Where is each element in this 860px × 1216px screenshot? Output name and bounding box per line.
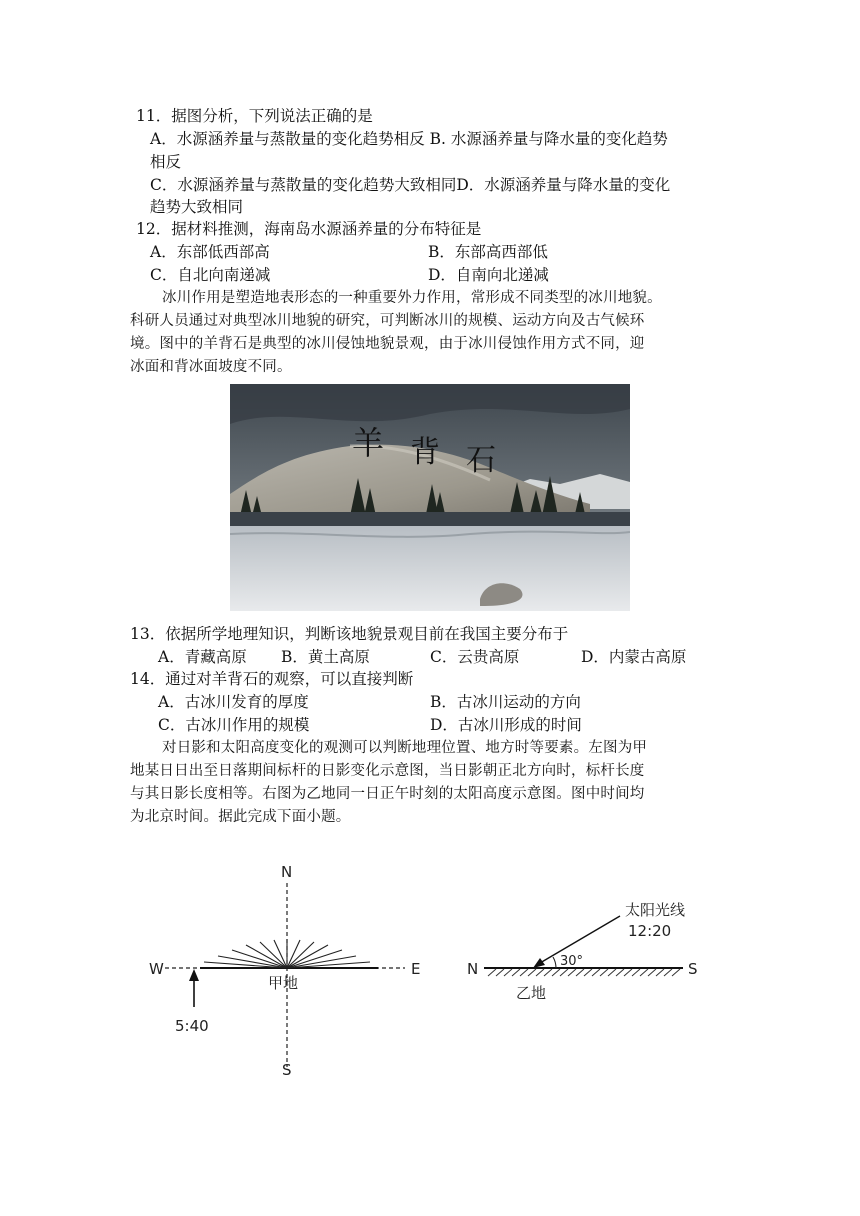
noon-time-label: 12:20 xyxy=(628,922,672,940)
roche-moutonnee-photo xyxy=(230,384,630,611)
q13-stem: 13．依据所学地理知识，判断该地貌景观目前在我国主要分布于 xyxy=(130,625,569,643)
sun-material-line-4: 为北京时间。据此完成下面小题。 xyxy=(130,809,351,825)
photo-label-yang: 羊 xyxy=(352,424,385,462)
q11-option-ab-cont: 相反 xyxy=(150,153,182,171)
q12-option-c: C．自北向南递减 xyxy=(150,266,271,284)
shadow-lines xyxy=(204,939,370,968)
left-shadow-diagram xyxy=(149,863,420,1079)
q12-stem: 12．据材料推测，海南岛水源涵养量的分布特征是 xyxy=(136,220,482,238)
left-north-label: N xyxy=(281,863,293,881)
q11-option-cd-cont: 趋势大致相同 xyxy=(150,198,244,216)
glacier-material-line-2: 科研人员通过对典型冰川地貌的研究，可判断冰川的规模、运动方向及古气候环 xyxy=(130,313,645,329)
sun-ray-label: 太阳光线 xyxy=(625,901,686,919)
ground-hatching xyxy=(488,969,680,976)
photo-label-shi: 石 xyxy=(466,443,496,478)
left-east-label: E xyxy=(411,960,421,978)
q14-option-b: B．古冰川运动的方向 xyxy=(430,693,581,711)
q14-option-c: C．古冰川作用的规模 xyxy=(158,716,310,734)
left-south-label: S xyxy=(282,1061,292,1079)
q12-option-d: D．自南向北递减 xyxy=(428,266,549,284)
sun-material-line-3: 与其日影长度相等。右图为乙地同一日正午时刻的太阳高度示意图。图中时间均 xyxy=(130,786,645,802)
q14-option-d: D．古冰川形成的时间 xyxy=(430,716,582,734)
right-altitude-diagram xyxy=(467,901,698,1002)
q11-option-ab: A．水源涵养量与蒸散量的变化趋势相反 B. 水源涵养量与降水量的变化趋势 xyxy=(150,130,668,148)
right-north-label: N xyxy=(467,960,479,978)
left-west-label: W xyxy=(149,960,164,978)
q11-option-cd: C．水源涵养量与蒸散量的变化趋势大致相同D．水源涵养量与降水量的变化 xyxy=(150,176,671,194)
place-yi-label: 乙地 xyxy=(516,984,547,1002)
q14-option-a: A．古冰川发育的厚度 xyxy=(158,693,309,711)
right-south-label: S xyxy=(688,960,698,978)
q14-stem: 14．通过对羊背石的观察，可以直接判断 xyxy=(130,670,414,688)
q13-option-a: A．青藏高原 xyxy=(158,648,247,666)
glacier-material-line-4: 冰面和背冰面坡度不同。 xyxy=(130,359,292,375)
q13-option-c: C．云贵高原 xyxy=(430,648,520,666)
sun-material-line-1: 对日影和太阳高度变化的观测可以判断地理位置、地方时等要素。左图为甲 xyxy=(162,740,648,756)
glacier-material-line-3: 境。图中的羊背石是典型的冰川侵蚀地貌景观，由于冰川侵蚀作用方式不同，迎 xyxy=(130,336,645,352)
sun-material-line-2: 地某日日出至日落期间标杆的日影变化示意图，当日影朝正北方向时，标杆长度 xyxy=(130,763,645,779)
shadow-diagrams xyxy=(0,855,860,1095)
sun-ray-arrow-icon xyxy=(533,958,545,968)
arrow-icon xyxy=(189,969,199,981)
q12-option-a: A．东部低西部高 xyxy=(150,243,270,261)
place-jia-label: 甲地 xyxy=(268,974,299,992)
q13-option-b: B．黄土高原 xyxy=(281,648,370,666)
q12-option-b: B．东部高西部低 xyxy=(428,243,548,261)
sunrise-time-label: 5:40 xyxy=(175,1017,209,1035)
q13-option-d: D．内蒙古高原 xyxy=(581,648,687,666)
glacier-material-line-1: 冰川作用是塑造地表形态的一种重要外力作用，常形成不同类型的冰川地貌。 xyxy=(162,290,662,306)
angle-label: 30° xyxy=(560,954,584,969)
q11-stem: 11．据图分析，下列说法正确的是 xyxy=(136,107,373,125)
photo-label-bei: 背 xyxy=(410,435,440,470)
